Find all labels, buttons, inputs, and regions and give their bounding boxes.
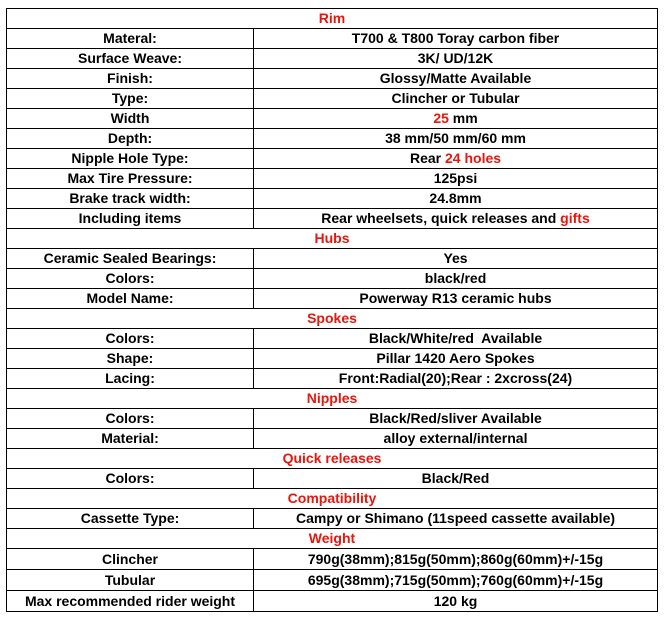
spec-value: 3K/ UD/12K	[254, 49, 658, 69]
spec-value: 38 mm/50 mm/60 mm	[254, 129, 658, 149]
section-title: Compatibility	[7, 489, 658, 509]
spec-value: Black/Red	[254, 469, 658, 489]
spec-value: 695g(38mm);715g(50mm);760g(60mm)+/-15g	[254, 570, 658, 591]
spec-value	[254, 109, 658, 129]
section-title: Nipples	[7, 389, 658, 409]
spec-row-including	[7, 209, 658, 229]
section-header-quick-releases	[7, 449, 658, 469]
spec-row-tubular	[7, 570, 658, 591]
spec-label: Colors:	[7, 409, 254, 429]
spec-label: Brake track width:	[7, 189, 254, 209]
spec-value: Yes	[254, 249, 658, 269]
section-header-weight	[7, 529, 658, 549]
spec-row-model	[7, 289, 658, 309]
spec-label: Max Tire Pressure:	[7, 169, 254, 189]
spec-value: black/red	[254, 269, 658, 289]
section-header-hubs	[7, 229, 658, 249]
spec-value	[254, 149, 658, 169]
spec-label: Type:	[7, 89, 254, 109]
spec-label: Lacing:	[7, 369, 254, 389]
spec-label: Surface Weave:	[7, 49, 254, 69]
value-text: Rear wheelsets, quick releases and	[321, 210, 561, 226]
spec-value: Campy or Shimano (11speed cassette available)	[254, 509, 658, 529]
spec-row-nipple-material	[7, 429, 658, 449]
spec-label: Colors:	[7, 469, 254, 489]
highlight-text: 24 holes	[445, 150, 502, 166]
value-text: mm	[448, 110, 478, 126]
spec-value: alloy external/internal	[254, 429, 658, 449]
spec-row-lacing	[7, 369, 658, 389]
spec-value: 24.8mm	[254, 189, 658, 209]
spec-value: Clincher or Tubular	[254, 89, 658, 109]
spec-label: Including items	[7, 209, 254, 229]
spec-label: Width	[7, 109, 254, 129]
spec-label: Colors:	[7, 269, 254, 289]
section-title: Hubs	[7, 229, 658, 249]
spec-row-cassette	[7, 509, 658, 529]
spec-label: Depth:	[7, 129, 254, 149]
spec-value: Powerway R13 ceramic hubs	[254, 289, 658, 309]
section-title: Quick releases	[7, 449, 658, 469]
spec-value: 790g(38mm);815g(50mm);860g(60mm)+/-15g	[254, 549, 658, 570]
spec-row-brake-track	[7, 189, 658, 209]
spec-label: Clincher	[7, 549, 254, 570]
spec-label: Colors:	[7, 329, 254, 349]
spec-row-shape	[7, 349, 658, 369]
spec-value	[254, 209, 658, 229]
value-text: Rear	[409, 150, 445, 166]
spec-row-clincher	[7, 549, 658, 570]
spec-label: Shape:	[7, 349, 254, 369]
spec-row-hub-colors	[7, 269, 658, 289]
section-title: Spokes	[7, 309, 658, 329]
spec-row-bearings	[7, 249, 658, 269]
spec-sheet	[6, 8, 657, 612]
spec-row-spoke-colors	[7, 329, 658, 349]
spec-value: Front:Radial(20);Rear : 2xcross(24)	[254, 369, 658, 389]
spec-row-material	[7, 29, 658, 49]
spec-value: Glossy/Matte Available	[254, 69, 658, 89]
spec-row-finish	[7, 69, 658, 89]
spec-label: Cassette Type:	[7, 509, 254, 529]
spec-value: Pillar 1420 Aero Spokes	[254, 349, 658, 369]
spec-label: Materal:	[7, 29, 254, 49]
spec-label: Material:	[7, 429, 254, 449]
spec-row-nipple-hole	[7, 149, 658, 169]
spec-value: 125psi	[254, 169, 658, 189]
section-header-rim	[7, 9, 658, 29]
spec-row-surface-weave	[7, 49, 658, 69]
spec-label: Model Name:	[7, 289, 254, 309]
spec-value: 120 kg	[254, 591, 658, 612]
spec-row-qr-colors	[7, 469, 658, 489]
section-header-nipples	[7, 389, 658, 409]
spec-row-depth	[7, 129, 658, 149]
spec-label: Tubular	[7, 570, 254, 591]
highlight-text: gifts	[560, 210, 590, 226]
section-header-compatibility	[7, 489, 658, 509]
section-title: Rim	[7, 9, 658, 29]
spec-row-nipple-colors	[7, 409, 658, 429]
spec-value: Black/White/red Available	[254, 329, 658, 349]
spec-row-max-rider	[7, 591, 658, 612]
spec-table	[6, 8, 658, 612]
spec-value: Black/Red/sliver Available	[254, 409, 658, 429]
spec-label: Ceramic Sealed Bearings:	[7, 249, 254, 269]
section-header-spokes	[7, 309, 658, 329]
spec-label: Nipple Hole Type:	[7, 149, 254, 169]
spec-value: T700 & T800 Toray carbon fiber	[254, 29, 658, 49]
section-title: Weight	[7, 529, 658, 549]
spec-row-max-pressure	[7, 169, 658, 189]
spec-label: Finish:	[7, 69, 254, 89]
spec-row-type	[7, 89, 658, 109]
spec-label: Max recommended rider weight	[7, 591, 254, 612]
spec-row-width	[7, 109, 658, 129]
highlight-text: 25	[433, 110, 449, 126]
